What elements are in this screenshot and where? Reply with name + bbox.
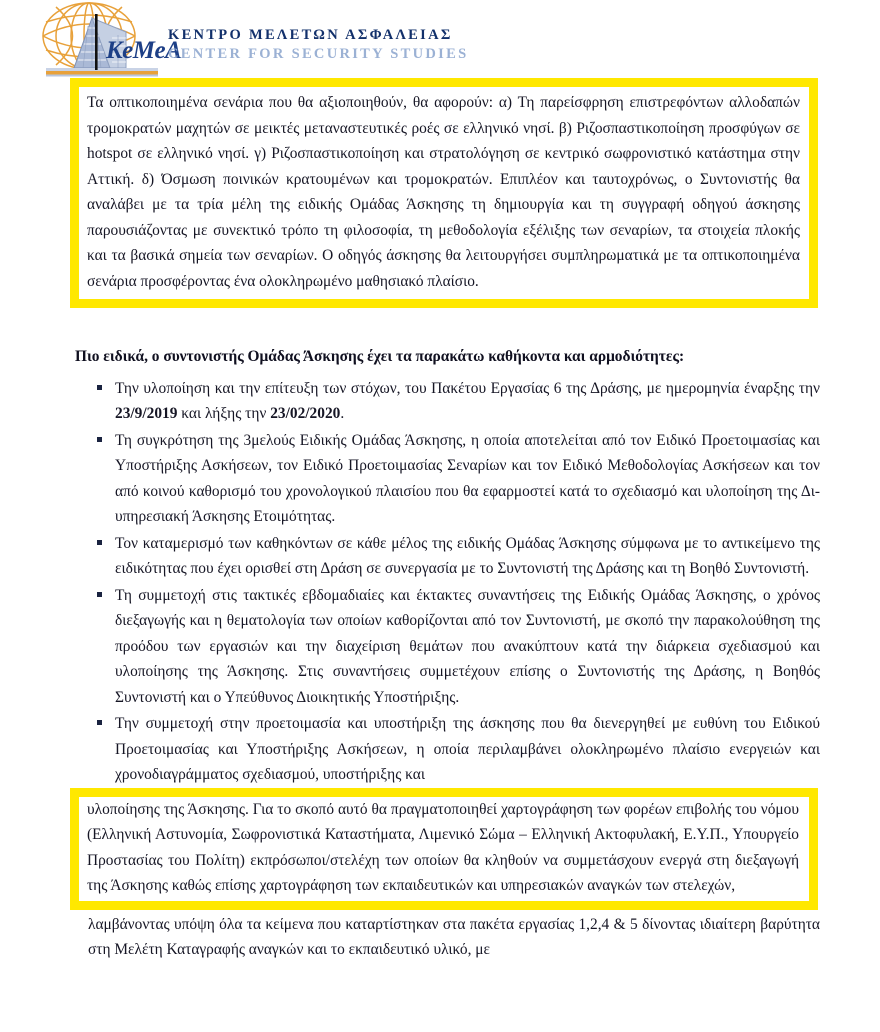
square-bullet-icon [97,437,102,442]
bullet-3-text: Τον καταμερισμό των καθηκόντων σε κάθε μέλος της ειδικής Ομάδας Άσκησης σύμφωνα με το αντικείμενο της ειδικότητας που έχει ορισθεί στη Δράση σε συνεργασία με το Συντονιστή της Δράσης και τη Βοηθό Συντονιστή. [115,534,820,577]
paragraph-text: Τα οπτικοποιημένα σενάρια που θα αξιοποιηθούν, θα αφορούν: α) Τη παρείσφρηση επιστρεφόντων αλλοδαπών τρομοκρατών μαχητών σε μεικτές μεταναστευτικές ροές σε ελληνικό νησί. β) Ριζοσπαστικοποίηση προσφύγων σε hotspot σε ελληνικό νησί. γ) Ριζοσπαστικοποίηση και στρατολόγηση σε κεντρικό σωφρονιστικό κατάστημα στην Αττική. δ) Όσμωση ποινικών κρατουμένων και τρομοκρατών. Επιπλέον και ταυτοχρόνως, ο Συντονιστής θα αναλάβει με τα τρία μέλη της ειδικής Ομάδας Άσκησης τη δημιουργία και τη συγγραφή οδηγού άσκησης παρουσιάζοντας με συνεκτικό τρόπο τη φιλοσοφία, τη μεθοδολογία εξέλιξης των σεναρίων, τα στοιχεία πλοκής και τα βασικά σημεία των σεναρίων. Ο οδηγός άσκησης θα λειτουργήσει συμπληρωματικά με τα οπτικοποιημένα σενάρια προσφέροντας ένα ολοκληρωμένο μαθησιακό πλαίσιο. [87,94,800,290]
bullet-2-text: Τη συγκρότηση της 3μελούς Ειδικής Ομάδας Άσκησης, η οποία αποτελείται από τον Ειδικό Προετοιμασίας και Υποστήριξης Ασκήσεων, τον Ειδικό Προετοιμασίας Σεναρίων και τον Ειδικό Μεθοδολογίας Ασκήσεων και τον από κοινού καθορισμό του χρονολογικού πλαισίου που θα εφαρμοστεί κατά το σχεδιασμό και υλοποίηση της Δι-υπηρεσιακή Άσκησης Ετοιμότητας. [115,431,820,525]
letterhead [0,0,880,82]
document-body [0,78,880,963]
paragraph-text: υλοποίησης της Άσκησης. Για το σκοπό αυτό θα πραγματοποιηθεί χαρτογράφηση των φορέων επιβολής του νόμου (Ελληνική Αστυνομία, Σωφρονιστικά Καταστήματα, Λιμενικό Σώμα – Ελληνική Ακτοφυλακή, Ε.Υ.Π., Υπουργείο Προστασίας του Πολίτη) εκπρόσωποι/στελέχη των οποίων θα κληθούν να συμμετάσχουν ενεργά στη διεξαγωγή της Άσκησης καθώς επίσης χαρτογράφηση των εκπαιδευτικών και υπηρεσιακών αναγκών των στελεχών, [87,800,799,894]
square-bullet-icon [97,385,102,390]
list-item [88,531,820,582]
org-title-english: CENTER FOR SECURITY STUDIES [168,46,469,63]
duties-list [88,376,820,788]
bullet-5-text-unhighlighted: Την συμμετοχή στην προετοιμασία και υποστήριξη της άσκησης που θα διενεργηθεί με ευθύνη του Ειδικού Προετοιμασίας και Υποστήριξης Ασκήσεων, η οποία περιλαμβάνει ολοκληρωμένο πλαίσιο ενεργειών και χρονοδιαγράμματος σχεδιασμού, υποστήριξης και [115,715,820,783]
paragraph-tail [88,910,820,963]
bullet-1-text-a: Την υλοποίηση και την επίτευξη των στόχων, του Πακέτου Εργασίας 6 της Δράσης, με ημερομηνία έναρξης την [115,379,820,397]
list-item [88,583,820,711]
bullet-1-text-c: . [340,405,345,422]
list-item [88,428,820,530]
section-heading: Πιο ειδικά, ο συντονιστής Ομάδας Άσκησης έχει τα παρακάτω καθήκοντα και αρμοδιότητες: [75,348,685,365]
list-item [88,376,820,427]
highlighted-paragraph-bottom-wrap [0,788,880,963]
org-title-greek: ΚΕΝΤΡΟ ΜΕΛΕΤΩΝ ΑΣΦΑΛΕΙΑΣ [168,27,453,43]
bullet-1-date-start: 23/9/2019 [115,405,178,422]
paragraph-text: λαμβάνοντας υπόψη όλα τα κείμενα που καταρτίστηκαν στα πακέτα εργασίας 1,2,4 & 5 δίνοντας ιδιαίτερη βαρύτητα στη Μελέτη Καταγραφής αναγκών και το εκπαιδευτικό υλικό, με [88,915,820,958]
bullet-1-text-b: και λήξης την [177,405,271,422]
bullet-4-text: Τη συμμετοχή στις τακτικές εβδομαδιαίες και έκτακτες συναντήσεις της Ειδικής Ομάδας Άσκησης, ο χρόνος διεξαγωγής και η θεματολογία των οποίων καθορίζονται από τον Συντονιστή, με σκοπό την παρακολούθηση της προόδου των εργασιών και την διαχείριση θεμάτων που ανακύπτουν κατά την διάρκεια σχεδιασμού και υλοποίησης της Άσκησης. Στις συναντήσεις συμμετέχουν επίσης ο Συντονιστής της Δράσης, η Βοηθός Συντονιστή και ο Υπεύθυνος Διοικητικής Υποστήριξης. [115,586,820,706]
square-bullet-icon [97,592,102,597]
square-bullet-icon [97,720,102,725]
bullet-1-date-end: 23/02/2020 [270,405,341,422]
kemea-wordmark: KeMeA [106,37,182,64]
highlighted-paragraph-top [70,78,818,308]
kemea-logo [26,2,181,80]
square-bullet-icon [97,540,102,545]
highlighted-paragraph-bottom [70,788,818,910]
section-heading-block [75,344,815,370]
list-item [88,711,820,788]
organization-names [168,26,468,64]
